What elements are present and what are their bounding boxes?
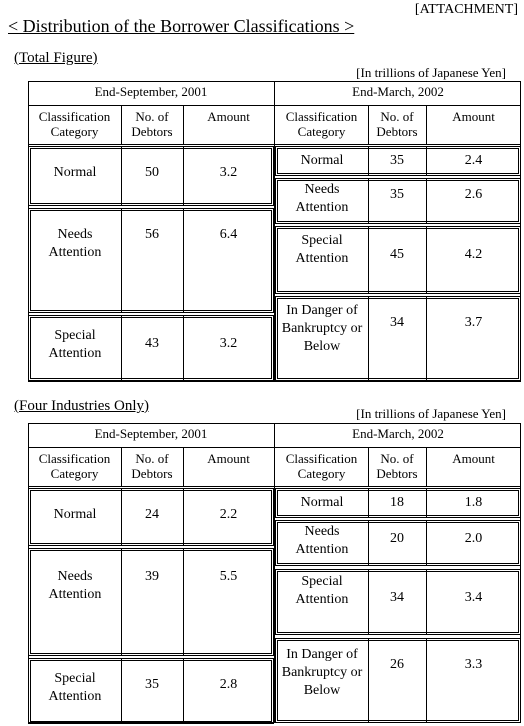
sept-amount: 2.2 — [219, 507, 238, 522]
march-category: Normal — [300, 153, 344, 168]
unit-note-four: [In trillions of Japanese Yen] — [356, 406, 506, 421]
march-debtors: 20 — [390, 531, 404, 546]
header-amount: Amount — [207, 451, 250, 466]
sept-category: Special Attention — [48, 328, 102, 361]
sept-category: Normal — [53, 507, 97, 522]
header-divider — [28, 447, 521, 448]
header-bottom-line — [28, 486, 521, 487]
sept-amount: 2.8 — [219, 677, 238, 692]
header-classification: Classification Category — [285, 109, 358, 139]
header-amount: Amount — [452, 451, 495, 466]
march-category: In Danger of Bankruptcy or Below — [281, 303, 363, 354]
march-debtors: 34 — [390, 315, 404, 330]
header-classification: Classification Category — [38, 451, 111, 481]
sept-category: Needs Attention — [48, 569, 102, 602]
sept-category: Special Attention — [48, 671, 102, 704]
sept-debtors: 35 — [145, 677, 159, 692]
march-category: Special Attention — [295, 574, 349, 607]
sept-debtors: 43 — [145, 336, 159, 351]
march-category: Normal — [300, 495, 344, 510]
march-amount: 3.7 — [464, 315, 483, 330]
header-end-september: End-September, 2001 — [94, 84, 208, 99]
sept-debtors: 39 — [145, 569, 159, 584]
sept-amount: 6.4 — [219, 227, 238, 242]
header-amount: Amount — [207, 109, 250, 124]
header-end-march: End-March, 2002 — [352, 426, 444, 441]
march-amount: 3.3 — [464, 657, 483, 672]
march-category: Needs Attention — [295, 182, 349, 215]
sept-debtors: 56 — [145, 227, 159, 242]
section-total-label: (Total Figure) — [14, 50, 98, 66]
march-amount: 2.0 — [464, 531, 483, 546]
march-amount: 1.8 — [464, 495, 483, 510]
header-debtors: No. of Debtors — [131, 109, 173, 139]
header-amount: Amount — [452, 109, 495, 124]
march-amount: 2.4 — [464, 153, 483, 168]
header-debtors: No. of Debtors — [131, 451, 173, 481]
sept-amount: 3.2 — [219, 336, 238, 351]
sept-category: Normal — [53, 165, 97, 180]
march-amount: 3.4 — [464, 590, 483, 605]
march-amount: 4.2 — [464, 247, 483, 262]
march-debtors: 34 — [390, 590, 404, 605]
march-category: Needs Attention — [295, 524, 349, 557]
header-end-september: End-September, 2001 — [94, 426, 208, 441]
page-title: < Distribution of the Borrower Classifications > — [8, 16, 355, 36]
header-debtors: No. of Debtors — [376, 451, 418, 481]
sept-debtors: 50 — [145, 165, 159, 180]
header-classification: Classification Category — [38, 109, 111, 139]
attachment-label: [ATTACHMENT] — [414, 2, 518, 17]
march-category: Special Attention — [295, 233, 349, 266]
march-amount: 2.6 — [464, 187, 483, 202]
march-debtors: 18 — [390, 495, 404, 510]
header-end-march: End-March, 2002 — [352, 84, 444, 99]
march-debtors: 35 — [390, 153, 404, 168]
unit-note-total: [In trillions of Japanese Yen] — [356, 65, 506, 80]
march-debtors: 45 — [390, 247, 404, 262]
section-four-label: (Four Industries Only) — [14, 398, 149, 414]
sept-amount: 3.2 — [219, 165, 238, 180]
sept-debtors: 24 — [145, 507, 159, 522]
march-debtors: 26 — [390, 657, 404, 672]
sept-category: Needs Attention — [48, 227, 102, 260]
header-classification: Classification Category — [285, 451, 358, 481]
sept-amount: 5.5 — [219, 569, 238, 584]
march-category: In Danger of Bankruptcy or Below — [281, 647, 363, 698]
header-debtors: No. of Debtors — [376, 109, 418, 139]
march-debtors: 35 — [390, 187, 404, 202]
